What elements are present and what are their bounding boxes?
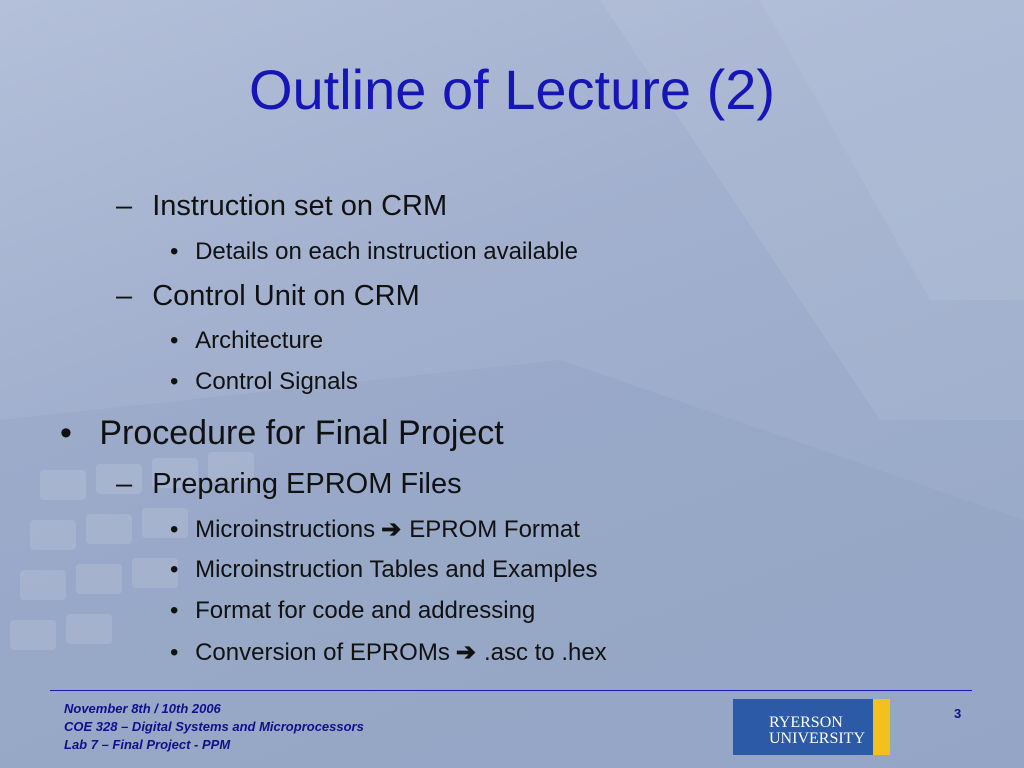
outline-item-text: Format for code and addressing: [195, 597, 536, 624]
dash-marker: –: [116, 280, 133, 312]
outline-item-text: .asc to .hex: [483, 639, 607, 666]
right-arrow-icon: ➔: [381, 516, 402, 543]
outline-item: [170, 327, 323, 355]
outline-item-text: Details on each instruction available: [195, 238, 578, 265]
outline-item-text: Preparing EPROM Files: [152, 468, 462, 500]
footer-info: [64, 700, 364, 754]
slide-title: Outline of Lecture (2): [248, 58, 776, 121]
outline-item: [170, 556, 598, 584]
dash-marker: –: [116, 190, 133, 222]
bullet-marker: •: [170, 639, 179, 666]
outline-item-text: Architecture: [195, 327, 324, 354]
dash-marker: –: [116, 468, 133, 500]
outline-item: [170, 515, 580, 544]
outline-item-text: Microinstructions: [195, 516, 376, 543]
logo-line-2: UNIVERSITY: [769, 730, 865, 747]
footer-divider: [50, 690, 972, 691]
outline-item: [170, 597, 535, 625]
outline-item: [116, 280, 420, 313]
ryerson-university-logo: [733, 699, 890, 755]
footer-course: COE 328 – Digital Systems and Microprocessors: [64, 719, 364, 734]
outline-item-text: Procedure for Final Project: [99, 414, 504, 452]
outline-item-text: Control Unit on CRM: [152, 280, 420, 312]
logo-line-1: RYERSON: [769, 714, 843, 731]
bullet-marker: •: [170, 327, 179, 354]
outline-item-text: Conversion of EPROMs: [195, 639, 450, 666]
outline-item-text: EPROM Format: [409, 516, 580, 543]
outline-item: [170, 638, 607, 667]
page-number: 3: [954, 706, 962, 721]
outline-item-text: Control Signals: [195, 368, 358, 395]
bullet-marker: •: [170, 368, 179, 395]
bullet-marker: •: [170, 556, 179, 583]
footer-lab: Lab 7 – Final Project - PPM: [64, 737, 231, 752]
bullet-marker: •: [170, 597, 179, 624]
outline-item: [170, 368, 358, 396]
outline-item: [116, 190, 447, 223]
outline-item-text: Instruction set on CRM: [152, 190, 448, 222]
bullet-marker: •: [60, 414, 72, 452]
bullet-marker: •: [170, 238, 179, 265]
outline-item-text: Microinstruction Tables and Examples: [195, 556, 598, 583]
outline-item: [170, 238, 578, 266]
right-arrow-icon: ➔: [455, 639, 476, 666]
bullet-marker: •: [170, 516, 179, 543]
footer-date: November 8th / 10th 2006: [64, 701, 221, 716]
outline-item: [60, 414, 504, 453]
logo-accent-bar: [873, 699, 890, 755]
outline-item: [116, 468, 462, 501]
